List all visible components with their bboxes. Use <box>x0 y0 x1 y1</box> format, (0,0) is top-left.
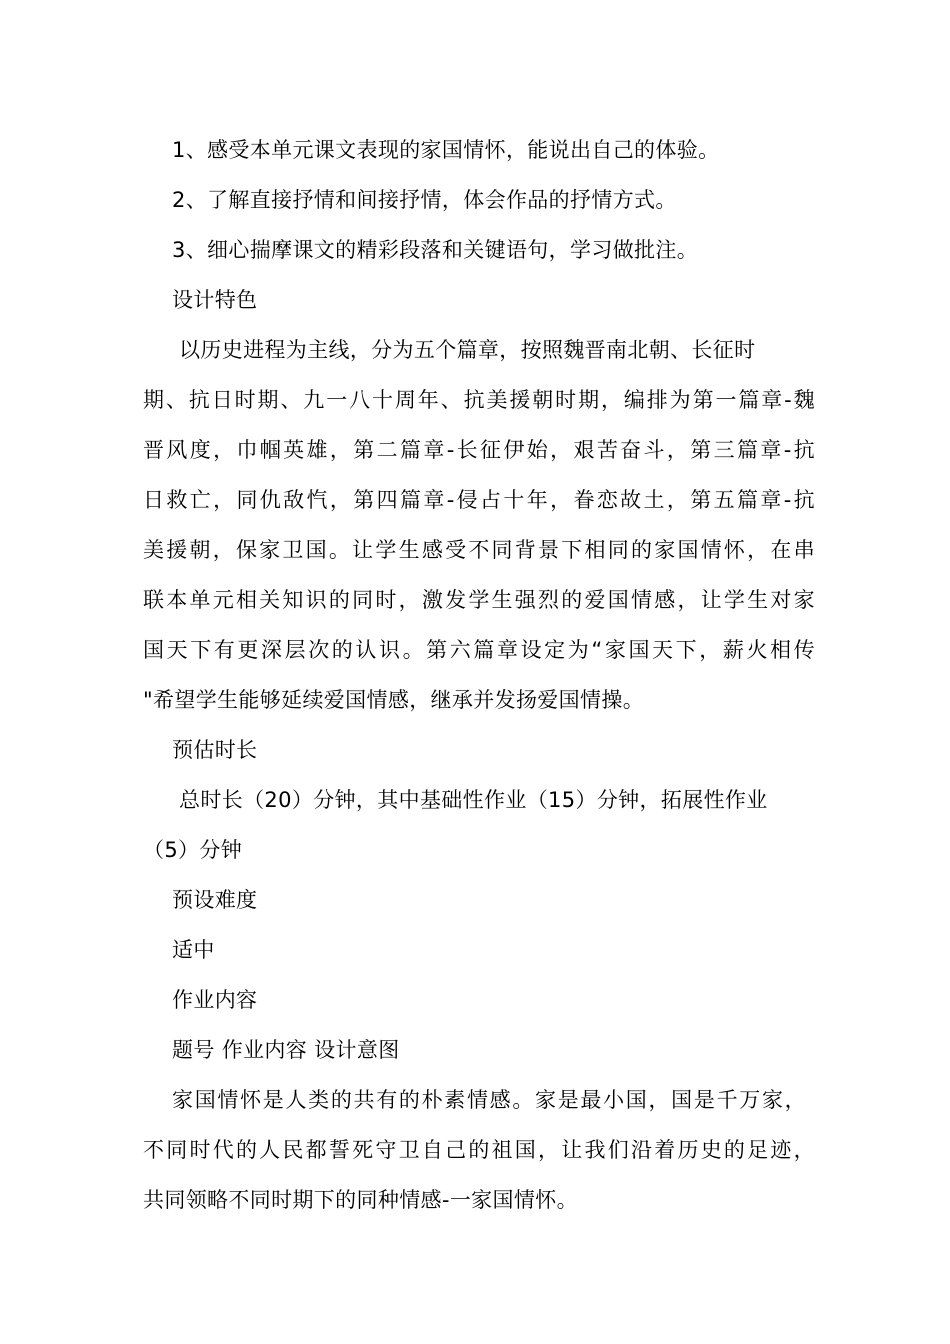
objective-1: 1、感受本单元课文表现的家国情怀，能说出自己的体验。 <box>172 138 720 162</box>
paragraph-line: 美援朝，保家卫国。让学生感受不同背景下相同的家国情怀，在串 <box>143 538 815 562</box>
table-header: 题号 作业内容 设计意图 <box>172 1038 400 1062</box>
objective-2: 2、了解直接抒情和间接抒情，体会作品的抒情方式。 <box>172 188 677 212</box>
paragraph-line: 共同领略不同时期下的同种情感-一家国情怀。 <box>143 1188 578 1212</box>
paragraph-line: 国天下有更深层次的认识。第六篇章设定为“家国天下，薪火相传 <box>143 638 815 662</box>
paragraph-line: 以历史进程为主线，分为五个篇章，按照魏晋南北朝、长征时 <box>172 338 756 362</box>
heading-design-features: 设计特色 <box>172 288 258 312</box>
difficulty-value: 适中 <box>172 938 215 962</box>
heading-estimated-time: 预估时长 <box>172 738 258 762</box>
paragraph-line: 晋风度，巾帼英雄，第二篇章-长征伊始，艰苦奋斗，第三篇章-抗 <box>143 438 815 462</box>
heading-homework-content: 作业内容 <box>172 988 258 1012</box>
paragraph-line: 联本单元相关知识的同时，激发学生强烈的爱国情感，让学生对家 <box>143 588 815 612</box>
time-detail: （5）分钟 <box>143 838 243 862</box>
paragraph-line: 日救亡，同仇敌忾，第四篇章-侵占十年，眷恋故土，第五篇章-抗 <box>143 488 815 512</box>
paragraph-line: 不同时代的人民都誓死守卫自己的祖国，让我们沿着历史的足迹， <box>143 1138 815 1162</box>
paragraph-line: 期、抗日时期、九一八十周年、抗美援朝时期，编排为第一篇章-魏 <box>143 388 815 412</box>
time-detail: 总时长（20）分钟，其中基础性作业（15）分钟，拓展性作业 <box>172 788 768 812</box>
objective-3: 3、细心揣摩课文的精彩段落和关键语句，学习做批注。 <box>172 238 699 262</box>
heading-difficulty: 预设难度 <box>172 888 258 912</box>
paragraph-line: "希望学生能够延续爱国情感，继承并发扬爱国情操。 <box>143 688 645 712</box>
paragraph-line: 家国情怀是人类的共有的朴素情感。家是最小国，国是千万家， <box>172 1088 806 1112</box>
